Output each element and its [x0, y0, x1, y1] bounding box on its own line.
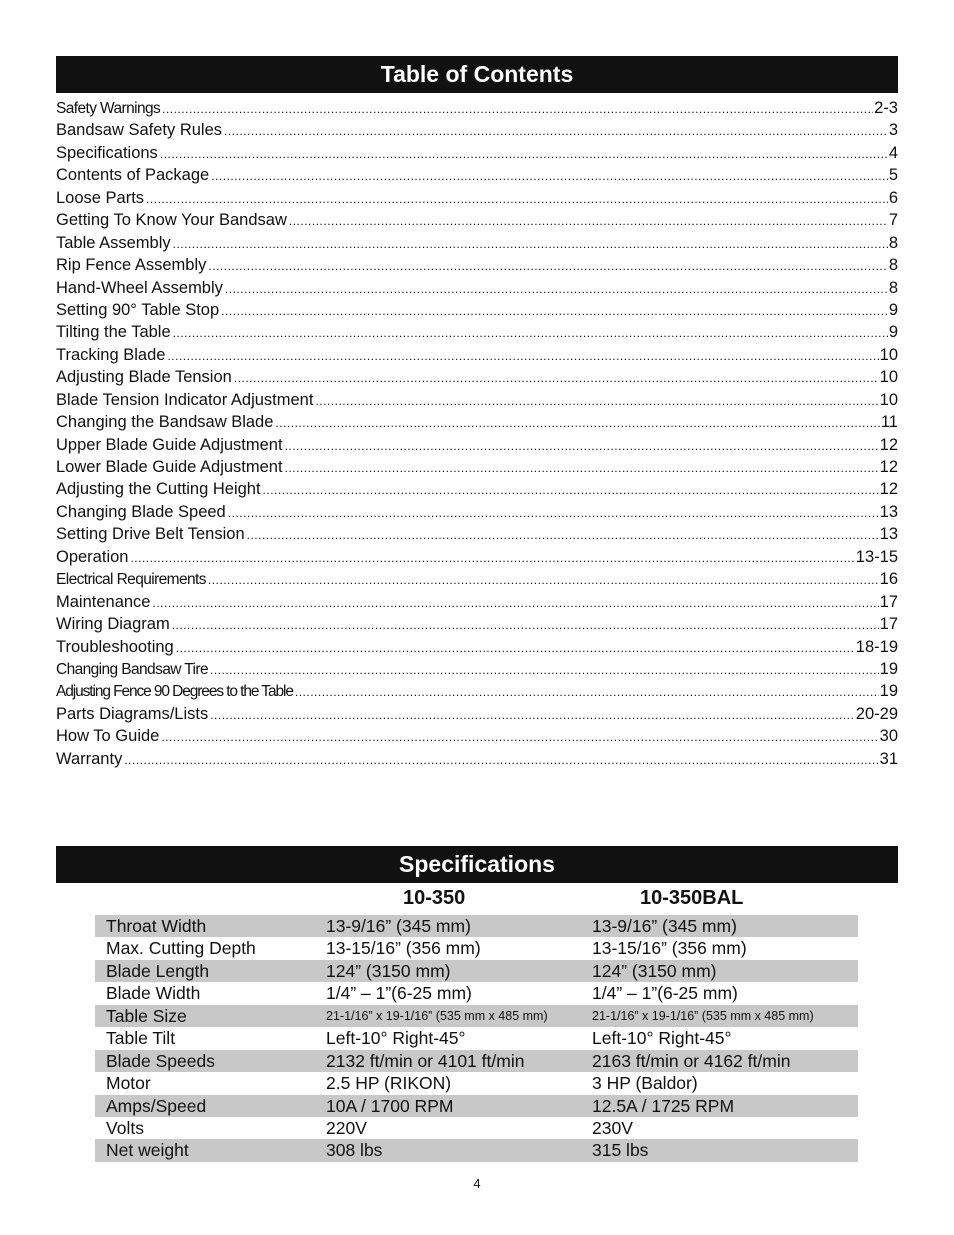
toc-entry-page: 8 [888, 256, 898, 275]
toc-entry [56, 97, 898, 119]
toc-entry-page: 3 [888, 121, 898, 140]
toc-entry-title: Adjusting Blade Tension [56, 368, 232, 387]
dot-leader [208, 255, 887, 277]
toc-entry-title: Parts Diagrams/Lists [56, 704, 209, 723]
toc-entry-title: Tilting the Table [56, 323, 171, 342]
toc-entry-title: Getting To Know Your Bandsaw [56, 211, 287, 230]
spec-value-10-350: 2132 ft/min or 4101 ft/min [326, 1050, 525, 1071]
dot-leader [176, 637, 855, 659]
toc-entry-page: 10 [879, 390, 898, 409]
toc-entry [56, 254, 898, 276]
spec-label: Volts [106, 1117, 144, 1138]
toc-entry-title: Adjusting the Cutting Height [56, 480, 261, 499]
spec-value-10-350bal: 3 HP (Baldor) [592, 1073, 698, 1094]
dot-leader [315, 390, 878, 412]
toc-entry-page: 2-3 [874, 99, 898, 117]
toc-entry [56, 187, 898, 209]
dot-leader [285, 457, 879, 479]
toc-entry-page: 6 [888, 188, 898, 207]
dot-leader [295, 681, 879, 703]
toc-entry-page: 10 [879, 368, 898, 387]
toc-entry-title: Operation [56, 547, 129, 566]
spec-value-10-350bal: Left-10° Right-45° [592, 1028, 732, 1049]
spec-row-volts [95, 1117, 858, 1139]
dot-leader [211, 165, 888, 187]
toc-entry [56, 164, 898, 186]
dot-leader [210, 704, 855, 726]
dot-leader [172, 614, 879, 636]
toc-entry-title: How To Guide [56, 727, 160, 746]
toc-entry [56, 434, 898, 456]
toc-entry-page: 5 [888, 166, 898, 185]
toc-entry [56, 389, 898, 411]
toc-entry-title: Loose Parts [56, 188, 145, 207]
toc-entry [56, 680, 898, 702]
spec-row-net-weight [95, 1139, 858, 1161]
toc-entry-title: Changing Bandsaw Tire [56, 660, 208, 678]
toc-entry-title: Hand-Wheel Assembly [56, 278, 223, 297]
spec-label: Net weight [106, 1140, 189, 1161]
dot-leader [160, 143, 888, 165]
toc-entry-page: 13 [879, 525, 898, 544]
toc-entry-title: Changing Blade Speed [56, 502, 226, 521]
dot-leader [161, 726, 878, 748]
toc-entry [56, 591, 898, 613]
dot-leader [285, 435, 879, 457]
spec-label: Blade Length [106, 960, 210, 981]
spec-value-10-350: 220V [326, 1117, 367, 1138]
spec-label: Blade Speeds [106, 1050, 215, 1071]
dot-leader [234, 367, 879, 389]
spec-value-10-350: 124” (3150 mm) [326, 960, 451, 981]
toc-entry-page: 20-29 [855, 704, 898, 723]
toc-entry [56, 232, 898, 254]
spec-row-blade-width [95, 982, 858, 1004]
spec-value-10-350bal: 2163 ft/min or 4162 ft/min [592, 1050, 791, 1071]
toc-entry [56, 725, 898, 747]
toc-entry [56, 366, 898, 388]
toc-entry [56, 568, 898, 590]
toc-entry-page: 9 [888, 323, 898, 342]
toc-list [56, 97, 898, 770]
dot-leader [275, 412, 879, 434]
spec-row-motor [95, 1072, 858, 1094]
spec-value-10-350bal: 21-1/16” x 19-1/16” (535 mm x 485 mm) [592, 1008, 814, 1023]
toc-entry [56, 119, 898, 141]
specifications-heading: Specifications [56, 846, 898, 883]
toc-entry [56, 344, 898, 366]
spec-label: Amps/Speed [106, 1095, 207, 1116]
spec-value-10-350: 1/4” – 1”(6-25 mm) [326, 983, 472, 1004]
spec-row-throat-width [95, 915, 858, 937]
toc-entry-page: 12 [879, 435, 898, 454]
dot-leader [263, 479, 879, 501]
spec-row-blade-speeds [95, 1050, 858, 1072]
toc-entry-page: 19 [879, 659, 898, 678]
toc-entry [56, 299, 898, 321]
toc-entry-page: 10 [879, 345, 898, 364]
toc-entry [56, 411, 898, 433]
toc-entry-page: 18-19 [855, 637, 898, 656]
spec-value-10-350: 13-15/16” (356 mm) [326, 938, 481, 959]
spec-row-max-cutting-depth [95, 937, 858, 959]
spec-row-table-size [95, 1005, 858, 1027]
toc-entry-title: Table Assembly [56, 233, 171, 252]
toc-entry [56, 658, 898, 680]
toc-entry-page: 4 [888, 143, 898, 162]
toc-entry-title: Safety Warnings [56, 100, 161, 117]
spec-value-10-350bal: 13-9/16” (345 mm) [592, 916, 737, 936]
toc-entry-page: 17 [879, 592, 898, 611]
toc-entry-page: 13-15 [855, 547, 898, 566]
model-10-350-header: 10-350 [403, 887, 466, 909]
dot-leader [173, 322, 888, 344]
toc-entry-page: 12 [879, 480, 898, 499]
toc-entry-title: Troubleshooting [56, 637, 174, 656]
toc-entry-title: Bandsaw Safety Rules [56, 121, 223, 140]
spec-row-table-tilt [95, 1027, 858, 1049]
model-10-350bal-header: 10-350BAL [640, 887, 744, 909]
toc-entry-title: Changing the Bandsaw Blade [56, 413, 274, 432]
dot-leader [247, 524, 879, 546]
dot-leader [225, 278, 888, 300]
toc-entry [56, 321, 898, 343]
dot-leader [208, 569, 879, 591]
toc-entry-title: Setting 90° Table Stop [56, 300, 220, 319]
dot-leader [152, 592, 878, 614]
dot-leader [221, 300, 888, 322]
toc-entry-page: 31 [879, 749, 898, 768]
dot-leader [146, 188, 888, 210]
spec-row-blade-length [95, 960, 858, 982]
toc-entry-page: 16 [879, 570, 898, 589]
dot-leader [228, 502, 879, 524]
toc-entry-page: 9 [888, 300, 898, 319]
spec-value-10-350bal: 1/4” – 1”(6-25 mm) [592, 983, 738, 1004]
toc-entry-title: Warranty [56, 749, 123, 768]
toc-entry [56, 636, 898, 658]
toc-entry-page: 19 [879, 682, 898, 701]
spec-label: Max. Cutting Depth [106, 938, 256, 959]
toc-entry-title: Rip Fence Assembly [56, 256, 207, 275]
spec-value-10-350: 13-9/16” (345 mm) [326, 916, 471, 936]
toc-entry-title: Contents of Package [56, 166, 210, 185]
dot-leader [130, 547, 854, 569]
toc-entry [56, 748, 898, 770]
toc-entry-title: Electrical Requirements [56, 571, 206, 589]
toc-entry [56, 546, 898, 568]
spec-row-amps-speed [95, 1095, 858, 1117]
dot-leader [124, 749, 878, 771]
spec-label: Table Size [106, 1005, 187, 1026]
toc-entry-title: Setting Drive Belt Tension [56, 525, 245, 544]
toc-entry-page: 17 [879, 615, 898, 634]
dot-leader [162, 98, 873, 120]
dot-leader [224, 120, 888, 142]
spec-label: Table Tilt [106, 1028, 176, 1049]
toc-entry-title: Blade Tension Indicator Adjustment [56, 390, 314, 409]
toc-entry-title: Adjusting Fence 90 Degrees to the Table [56, 683, 293, 701]
spec-value-10-350bal: 315 lbs [592, 1140, 649, 1161]
toc-entry [56, 501, 898, 523]
toc-entry-title: Maintenance [56, 592, 151, 611]
toc-entry-page: 11 [880, 413, 898, 432]
toc-entry [56, 277, 898, 299]
spec-label: Motor [106, 1073, 151, 1094]
toc-entry [56, 142, 898, 164]
spec-value-10-350: 2.5 HP (RIKON) [326, 1073, 452, 1094]
spec-value-10-350: 308 lbs [326, 1140, 383, 1161]
toc-entry-page: 7 [888, 211, 898, 230]
dot-leader [210, 659, 879, 681]
toc-entry [56, 703, 898, 725]
page-number: 4 [473, 1176, 481, 1191]
toc-entry-page: 30 [879, 727, 898, 746]
dot-leader [167, 345, 878, 367]
toc-entry [56, 456, 898, 478]
spec-label: Throat Width [106, 916, 207, 936]
toc-heading: Table of Contents [56, 56, 898, 93]
toc-entry-title: Upper Blade Guide Adjustment [56, 435, 283, 454]
toc-entry [56, 209, 898, 231]
toc-entry-page: 8 [888, 278, 898, 297]
toc-entry-page: 12 [879, 458, 898, 476]
toc-entry-page: 13 [879, 502, 898, 521]
toc-entry-title: Lower Blade Guide Adjustment [56, 458, 283, 476]
toc-entry-title: Specifications [56, 143, 158, 162]
toc-entry [56, 478, 898, 500]
spec-value-10-350: 10A / 1700 RPM [326, 1095, 454, 1116]
spec-value-10-350bal: 12.5A / 1725 RPM [592, 1095, 735, 1116]
toc-entry [56, 523, 898, 545]
spec-value-10-350bal: 230V [592, 1117, 633, 1138]
spec-value-10-350bal: 13-15/16” (356 mm) [592, 938, 747, 959]
specifications-table [95, 915, 858, 1162]
spec-value-10-350bal: 124” (3150 mm) [592, 960, 717, 981]
toc-entry-title: Wiring Diagram [56, 615, 170, 634]
spec-label: Blade Width [106, 983, 201, 1004]
spec-value-10-350: 21-1/16” x 19-1/16” (535 mm x 485 mm) [326, 1008, 548, 1023]
dot-leader [289, 210, 888, 232]
toc-entry [56, 613, 898, 635]
spec-value-10-350: Left-10° Right-45° [326, 1028, 466, 1049]
toc-entry-title: Tracking Blade [56, 345, 166, 364]
dot-leader [173, 233, 888, 255]
toc-entry-page: 8 [888, 233, 898, 252]
